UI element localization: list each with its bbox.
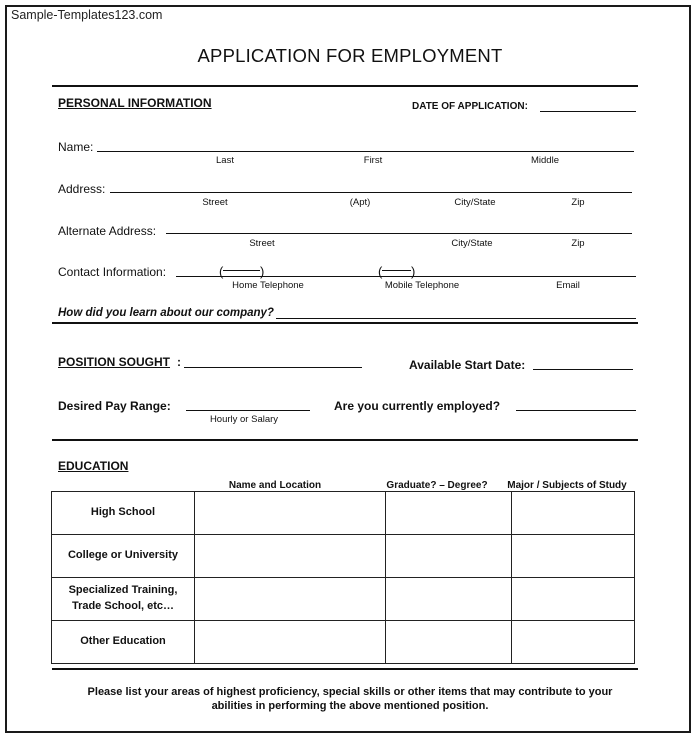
- row-label-specialized-training: Specialized Training, Trade School, etc…: [52, 578, 195, 621]
- employed-label: Are you currently employed?: [334, 399, 501, 413]
- col-graduate-degree: Graduate? – Degree?: [386, 480, 488, 491]
- college-name-location[interactable]: [195, 535, 386, 578]
- pay-range-sub: Hourly or Salary: [209, 414, 279, 425]
- how-learn-question: How did you learn about our company?: [58, 307, 274, 319]
- employed-field[interactable]: [516, 410, 636, 411]
- mobile-phone-paren-open: (: [378, 264, 383, 279]
- education-table: [51, 491, 635, 664]
- start-date-label: Available Start Date:: [409, 358, 526, 372]
- training-name-location[interactable]: [195, 578, 386, 621]
- address-apt-sub: (Apt): [349, 197, 371, 208]
- alt-address-street-sub: Street: [249, 238, 275, 249]
- other-major[interactable]: [512, 621, 635, 664]
- name-last-sub: Last: [216, 155, 234, 166]
- row-label-high-school: High School: [52, 492, 195, 535]
- home-phone-area-code[interactable]: [223, 270, 260, 271]
- table-row: [52, 492, 635, 535]
- col-name-location: Name and Location: [228, 480, 322, 491]
- alt-address-city-state-sub: City/State: [451, 238, 493, 249]
- footer-line-2: abilities in performing the above mentioned position.: [211, 700, 489, 712]
- training-major[interactable]: [512, 578, 635, 621]
- training-degree[interactable]: [386, 578, 512, 621]
- address-label: Address:: [58, 182, 106, 196]
- footer-line-1: Please list your areas of highest proficiency, special skills or other items that may contribute to your: [87, 686, 613, 698]
- divider: [52, 439, 638, 441]
- name-field[interactable]: [97, 151, 634, 152]
- address-field[interactable]: [110, 192, 632, 193]
- row-label-college: College or University: [52, 535, 195, 578]
- address-zip-sub: Zip: [571, 197, 585, 208]
- high-school-name-location[interactable]: [195, 492, 386, 535]
- personal-info-heading: PERSONAL INFORMATION: [58, 96, 212, 110]
- home-phone-paren-close: ): [260, 264, 265, 279]
- divider: [52, 85, 638, 87]
- table-row: [52, 578, 635, 621]
- high-school-major[interactable]: [512, 492, 635, 535]
- divider: [52, 668, 638, 670]
- position-sought-label: POSITION SOUGHT: [58, 355, 171, 369]
- table-row: [52, 621, 635, 664]
- contact-label: Contact Information:: [58, 265, 167, 279]
- other-degree[interactable]: [386, 621, 512, 664]
- watermark: Sample-Templates123.com: [11, 8, 163, 22]
- alt-address-zip-sub: Zip: [571, 238, 585, 249]
- other-name-location[interactable]: [195, 621, 386, 664]
- home-telephone-sub: Home Telephone: [232, 280, 304, 291]
- position-sought-colon: :: [177, 355, 181, 369]
- name-label: Name:: [58, 140, 94, 154]
- date-of-application-field[interactable]: [540, 111, 636, 112]
- page-title: APPLICATION FOR EMPLOYMENT: [197, 45, 503, 66]
- mobile-phone-paren-close: ): [411, 264, 416, 279]
- start-date-field[interactable]: [533, 369, 633, 370]
- col-major-subjects: Major / Subjects of Study: [507, 480, 627, 491]
- how-learn-field[interactable]: [276, 318, 636, 319]
- mobile-phone-area-code[interactable]: [382, 270, 411, 271]
- table-row: [52, 535, 635, 578]
- email-sub: Email: [556, 280, 580, 291]
- pay-range-label: Desired Pay Range:: [58, 399, 171, 413]
- row-label-other-education: Other Education: [52, 621, 195, 664]
- date-of-application-label: DATE OF APPLICATION:: [412, 101, 528, 112]
- name-middle-sub: Middle: [531, 155, 559, 166]
- college-major[interactable]: [512, 535, 635, 578]
- college-degree[interactable]: [386, 535, 512, 578]
- position-sought-field[interactable]: [184, 367, 362, 368]
- pay-range-field[interactable]: [186, 410, 310, 411]
- mobile-telephone-sub: Mobile Telephone: [384, 280, 460, 291]
- address-street-sub: Street: [202, 197, 228, 208]
- alt-address-field[interactable]: [166, 233, 632, 234]
- education-heading: EDUCATION: [58, 459, 129, 473]
- alt-address-label: Alternate Address:: [58, 224, 157, 238]
- high-school-degree[interactable]: [386, 492, 512, 535]
- name-first-sub: First: [363, 155, 383, 166]
- divider: [52, 322, 638, 324]
- address-city-state-sub: City/State: [454, 197, 496, 208]
- footer-note: [40, 685, 660, 713]
- contact-field[interactable]: [176, 276, 636, 277]
- home-phone-paren-open: (: [219, 264, 224, 279]
